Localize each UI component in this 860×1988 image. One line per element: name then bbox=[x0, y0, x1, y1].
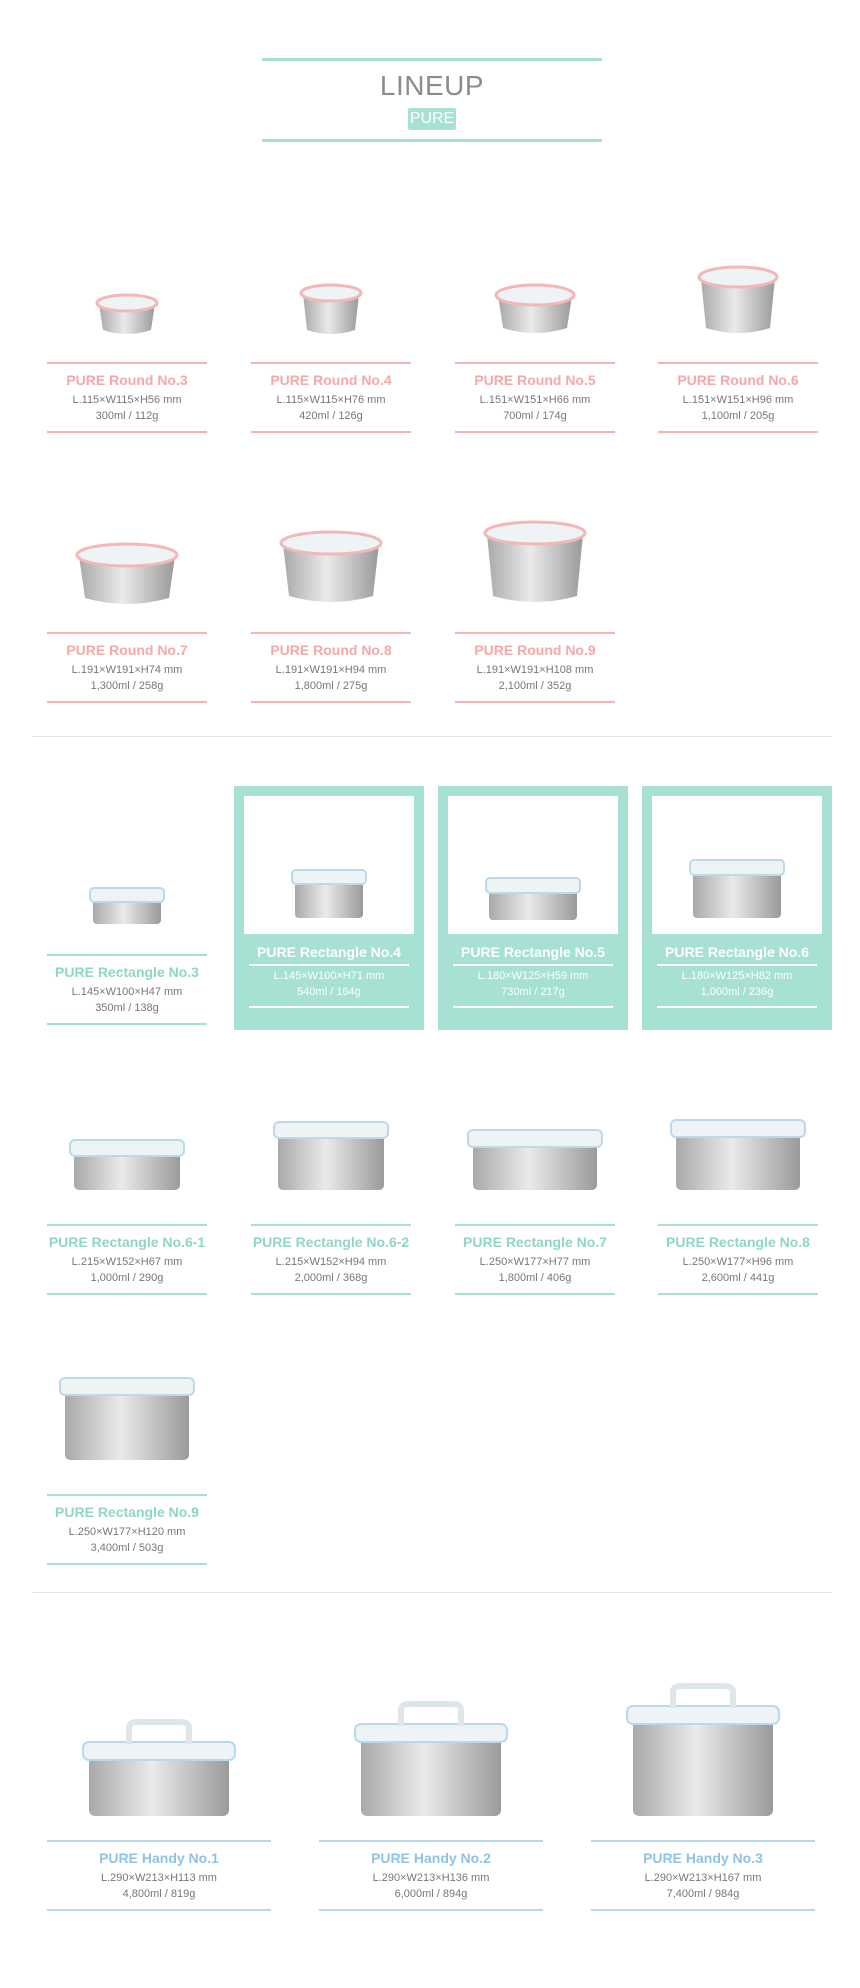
product-capacity: 540ml / 164g bbox=[297, 986, 361, 998]
rectangle-container-image bbox=[67, 1136, 187, 1194]
card-bottom-rule bbox=[455, 431, 615, 433]
rectangle-container-image bbox=[289, 866, 369, 922]
product-card-handy-3[interactable] bbox=[591, 1840, 815, 1920]
image-frame bbox=[244, 796, 414, 934]
card-top-rule bbox=[658, 362, 818, 364]
product-name: PURE Handy No.2 bbox=[371, 1850, 491, 1866]
product-dimensions: L.215×W152×H94 mm bbox=[275, 1256, 387, 1268]
card-bottom-rule bbox=[658, 431, 818, 433]
product-card-round-7[interactable] bbox=[47, 552, 207, 712]
product-dimensions: L.180×W125×H82 mm bbox=[681, 970, 793, 982]
product-info bbox=[249, 944, 409, 1030]
section-divider bbox=[32, 736, 832, 737]
card-top-rule bbox=[319, 1840, 543, 1842]
product-name: PURE Round No.8 bbox=[270, 642, 392, 658]
product-dimensions: L.290×W213×H113 mm bbox=[101, 1872, 217, 1884]
product-name: PURE Rectangle No.7 bbox=[463, 1234, 607, 1250]
card-bottom-rule bbox=[591, 1909, 815, 1911]
card-top-rule bbox=[47, 1840, 271, 1842]
round-container-image bbox=[482, 518, 588, 608]
product-name: PURE Round No.9 bbox=[474, 642, 596, 658]
product-name: PURE Round No.7 bbox=[66, 642, 188, 658]
card-top-rule bbox=[47, 632, 207, 634]
product-capacity: 1,800ml / 406g bbox=[498, 1272, 572, 1284]
product-capacity: 1,000ml / 236g bbox=[700, 986, 774, 998]
rectangle-container-image bbox=[687, 856, 787, 922]
card-top-rule bbox=[251, 362, 411, 364]
highlight-panel-rectangle-5[interactable] bbox=[438, 786, 628, 1030]
card-bottom-rule bbox=[658, 1293, 818, 1295]
product-capacity: 7,400ml / 984g bbox=[666, 1888, 740, 1900]
card-bottom-rule bbox=[47, 1563, 207, 1565]
rectangle-container-image bbox=[87, 884, 167, 928]
product-card-round-6[interactable] bbox=[658, 282, 818, 442]
product-dimensions: L.191×W191×H74 mm bbox=[71, 664, 183, 676]
product-card-rectangle-9[interactable] bbox=[47, 1418, 207, 1578]
round-container-image bbox=[74, 540, 180, 610]
product-dimensions: L.115×W115×H56 mm bbox=[72, 394, 182, 406]
product-card-round-3[interactable] bbox=[47, 282, 207, 442]
product-capacity: 2,600ml / 441g bbox=[701, 1272, 775, 1284]
product-dimensions: L.145×W100×H71 mm bbox=[273, 970, 385, 982]
card-top-rule bbox=[47, 362, 207, 364]
product-card-handy-1[interactable] bbox=[47, 1840, 271, 1920]
card-top-rule bbox=[251, 632, 411, 634]
product-name: PURE Rectangle No.4 bbox=[257, 944, 401, 960]
product-card-round-5[interactable] bbox=[455, 282, 615, 442]
page-title: LINEUP bbox=[379, 70, 485, 101]
card-bottom-rule bbox=[47, 1909, 271, 1911]
product-card-rectangle-7[interactable] bbox=[455, 1148, 615, 1308]
product-dimensions: L.115×W115×H76 mm bbox=[276, 394, 386, 406]
product-name: PURE Rectangle No.8 bbox=[666, 1234, 810, 1250]
product-name: PURE Rectangle No.3 bbox=[55, 964, 199, 980]
product-dimensions: L.151×W151×H96 mm bbox=[682, 394, 794, 406]
handy-container-image bbox=[623, 1684, 783, 1820]
card-bottom-rule bbox=[455, 701, 615, 703]
round-container-image bbox=[493, 280, 577, 338]
card-bottom-rule bbox=[657, 1006, 817, 1008]
image-frame bbox=[652, 796, 822, 934]
product-dimensions: L.250×W177×H96 mm bbox=[682, 1256, 794, 1268]
brand-badge: PURE bbox=[408, 108, 456, 130]
product-dimensions: L.215×W152×H67 mm bbox=[71, 1256, 183, 1268]
card-bottom-rule bbox=[249, 1006, 409, 1008]
card-rule bbox=[657, 964, 817, 966]
card-top-rule bbox=[47, 954, 207, 956]
card-bottom-rule bbox=[47, 1023, 207, 1025]
card-bottom-rule bbox=[251, 431, 411, 433]
round-container-image bbox=[299, 280, 363, 338]
product-card-round-4[interactable] bbox=[251, 282, 411, 442]
round-container-image bbox=[696, 262, 780, 338]
card-bottom-rule bbox=[453, 1006, 613, 1008]
product-capacity: 350ml / 138g bbox=[95, 1002, 159, 1014]
product-capacity: 730ml / 217g bbox=[501, 986, 565, 998]
product-capacity: 6,000ml / 894g bbox=[394, 1888, 468, 1900]
highlight-panel-rectangle-4[interactable] bbox=[234, 786, 424, 1030]
card-bottom-rule bbox=[47, 701, 207, 703]
product-capacity: 4,800ml / 819g bbox=[122, 1888, 196, 1900]
card-bottom-rule bbox=[251, 701, 411, 703]
product-dimensions: L.191×W191×H108 mm bbox=[476, 664, 594, 676]
product-capacity: 1,000ml / 290g bbox=[90, 1272, 164, 1284]
handy-container-image bbox=[351, 1702, 511, 1820]
product-card-handy-2[interactable] bbox=[319, 1840, 543, 1920]
product-name: PURE Handy No.1 bbox=[99, 1850, 219, 1866]
product-card-round-9[interactable] bbox=[455, 552, 615, 712]
round-container-image bbox=[95, 290, 159, 338]
card-top-rule bbox=[591, 1840, 815, 1842]
product-name: PURE Round No.4 bbox=[270, 372, 392, 388]
product-card-round-8[interactable] bbox=[251, 552, 411, 712]
rectangle-container-image bbox=[465, 1126, 605, 1194]
card-top-rule bbox=[658, 1224, 818, 1226]
product-capacity: 420ml / 126g bbox=[299, 410, 363, 422]
card-rule bbox=[453, 964, 613, 966]
card-bottom-rule bbox=[47, 431, 207, 433]
product-name: PURE Round No.3 bbox=[66, 372, 188, 388]
product-name: PURE Rectangle No.6 bbox=[665, 944, 809, 960]
product-name: PURE Rectangle No.6-1 bbox=[48, 1234, 206, 1250]
product-card-rectangle-8[interactable] bbox=[658, 1148, 818, 1308]
card-bottom-rule bbox=[47, 1293, 207, 1295]
image-frame bbox=[448, 796, 618, 934]
product-dimensions: L.151×W151×H66 mm bbox=[479, 394, 591, 406]
product-name: PURE Rectangle No.9 bbox=[55, 1504, 199, 1520]
rectangle-container-image bbox=[668, 1116, 808, 1194]
card-top-rule bbox=[455, 1224, 615, 1226]
card-top-rule bbox=[455, 632, 615, 634]
product-dimensions: L.250×W177×H120 mm bbox=[68, 1526, 186, 1538]
product-card-rectangle-3[interactable] bbox=[47, 878, 207, 1038]
card-top-rule bbox=[47, 1224, 207, 1226]
card-bottom-rule bbox=[251, 1293, 411, 1295]
card-top-rule bbox=[251, 1224, 411, 1226]
product-dimensions: L.290×W213×H136 mm bbox=[372, 1872, 490, 1884]
product-name: PURE Round No.6 bbox=[677, 372, 799, 388]
product-capacity: 1,300ml / 258g bbox=[90, 680, 164, 692]
product-name: PURE Handy No.3 bbox=[643, 1850, 763, 1866]
product-capacity: 1,100ml / 205g bbox=[701, 410, 775, 422]
product-capacity: 2,100ml / 352g bbox=[498, 680, 572, 692]
product-capacity: 2,000ml / 368g bbox=[294, 1272, 368, 1284]
rectangle-container-image bbox=[271, 1118, 391, 1194]
header-bottom-rule bbox=[262, 139, 602, 142]
highlight-panel-rectangle-6[interactable] bbox=[642, 786, 832, 1030]
product-info bbox=[657, 944, 817, 1030]
product-capacity: 3,400ml / 503g bbox=[90, 1542, 164, 1554]
card-top-rule bbox=[47, 1494, 207, 1496]
card-bottom-rule bbox=[319, 1909, 543, 1911]
product-dimensions: L.180×W125×H59 mm bbox=[477, 970, 589, 982]
product-card-rectangle-6-1[interactable] bbox=[47, 1148, 207, 1308]
product-dimensions: L.290×W213×H167 mm bbox=[644, 1872, 762, 1884]
card-top-rule bbox=[455, 362, 615, 364]
product-info bbox=[453, 944, 613, 1030]
product-capacity: 300ml / 112g bbox=[95, 410, 159, 422]
rectangle-container-image bbox=[483, 874, 583, 924]
handy-container-image bbox=[79, 1720, 239, 1820]
product-capacity: 1,800ml / 275g bbox=[294, 680, 368, 692]
product-capacity: 700ml / 174g bbox=[503, 410, 567, 422]
product-dimensions: L.250×W177×H77 mm bbox=[479, 1256, 591, 1268]
product-name: PURE Round No.5 bbox=[474, 372, 596, 388]
rectangle-container-image bbox=[57, 1374, 197, 1464]
product-card-rectangle-6-2[interactable] bbox=[251, 1148, 411, 1308]
section-divider bbox=[32, 1592, 832, 1593]
product-dimensions: L.191×W191×H94 mm bbox=[275, 664, 387, 676]
header-top-rule bbox=[262, 58, 602, 61]
card-rule bbox=[249, 964, 409, 966]
product-dimensions: L.145×W100×H47 mm bbox=[71, 986, 183, 998]
product-name: PURE Rectangle No.6-2 bbox=[252, 1234, 410, 1250]
product-name: PURE Rectangle No.5 bbox=[461, 944, 605, 960]
card-bottom-rule bbox=[455, 1293, 615, 1295]
round-container-image bbox=[278, 528, 384, 608]
